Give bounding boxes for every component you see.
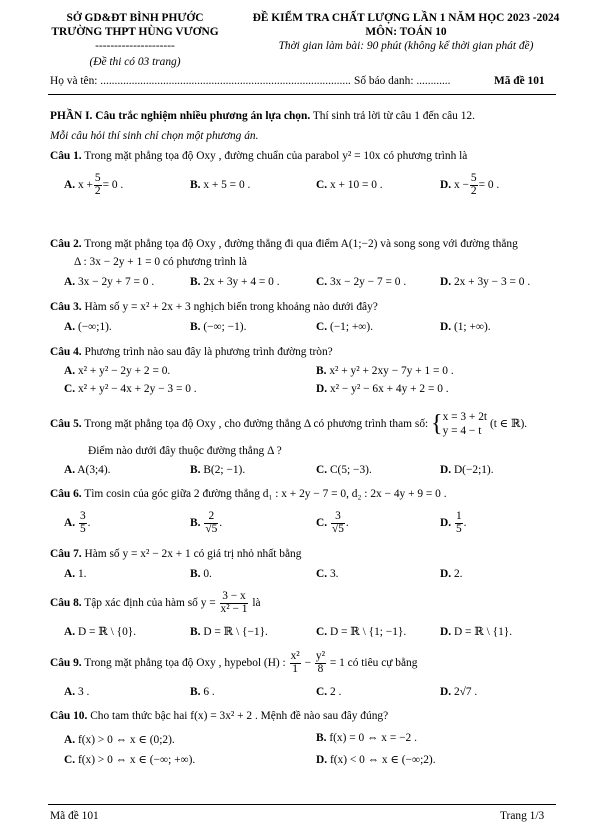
q3-option-b: B. (−∞; −1).	[190, 321, 247, 333]
q1-option-a: A. x + $\frac{5}{2}$ = 0 .	[64, 172, 124, 197]
part-note: Mỗi câu hỏi thí sinh chỉ chọn một phương án.	[50, 130, 259, 142]
q7-option-b: B. 0.	[190, 568, 212, 580]
q5-option-d: D. D(−2;1).	[440, 464, 494, 476]
q2-text-cont: Δ : 3x − 2y + 1 = 0 có phương trình là	[74, 256, 247, 268]
subject: MÔN: TOÁN 10	[365, 26, 447, 38]
q1-option-c: C. x + 10 = 0 .	[316, 179, 383, 191]
q8-option-c: C. D = ℝ \ {1; −1}.	[316, 626, 407, 638]
parametric-system: x = 3 + 2t y = 4 − t	[442, 411, 488, 438]
part-heading	[50, 110, 475, 122]
q9-option-a: A. 3 .	[64, 686, 90, 698]
question-8: Câu 8. Tập xác định của hàm số y = $\frac{3 - x}{\text{x² − 1}}$ là	[50, 590, 261, 615]
question-10: Câu 10. Cho tam thức bậc hai f(x) = 3x² + 2 . Mệnh đề nào sau đây đúng?	[50, 710, 389, 722]
system-brace: {	[431, 411, 443, 438]
exam-code: Mã đề 101	[494, 75, 545, 87]
q10-option-b: B. f(x) = 0 ⇔ x = −2 .	[316, 732, 417, 744]
footer-code: Mã đề 101	[50, 810, 99, 822]
question-9: Câu 9. Trong mặt phẳng tọa độ Oxy , hypebol (H) : $\frac{\text{x²}}{1}$ − $\frac{\text{y²}}{8}$ = 1 có tiêu cự bằng	[50, 650, 418, 675]
q10-option-a: A. f(x) > 0 ⇔ x ∈ (0;2).	[64, 734, 175, 746]
q3-option-d: D. (1; +∞).	[440, 321, 491, 333]
q5-option-a: A. A(3;4).	[64, 464, 111, 476]
q1-text: Trong mặt phẳng tọa độ Oxy , đường chuẩn của parabol y² = 10x có phương trình là	[81, 150, 468, 162]
q8-option-a: A. D = ℝ \ {0}.	[64, 626, 137, 638]
q1-option-d: D. x − $\frac{5}{2}$ = 0 .	[440, 172, 500, 197]
q3-option-a: A. (−∞;1).	[64, 321, 112, 333]
q2-option-d: D. 2x + 3y − 3 = 0 .	[440, 276, 531, 288]
q3-option-c: C. (−1; +∞).	[316, 321, 374, 333]
header-dashes: ---------------------	[95, 40, 175, 52]
q7-option-a: A. 1.	[64, 568, 87, 580]
time-note: Thời gian làm bài: 90 phút (không kể thời gian phát đề)	[278, 40, 534, 52]
q9-option-c: C. 2 .	[316, 686, 342, 698]
q6-option-b: B. $\frac{2}{√5}$ .	[190, 510, 223, 535]
q9-option-b: B. 6 .	[190, 686, 215, 698]
q7-option-d: D. 2.	[440, 568, 463, 580]
q4-option-c: C. x² + y² − 4x + 2y − 3 = 0 .	[64, 383, 197, 395]
q6-option-a: A. $\frac{3}{5}$ .	[64, 510, 91, 535]
q5-option-c: C. C(5; −3).	[316, 464, 372, 476]
question-2: Câu 2. Trong mặt phẳng tọa độ Oxy , đường thẳng đi qua điểm A(1;−2) và song song với đường thẳng	[50, 238, 518, 250]
q5-text-cont: Điểm nào dưới đây thuộc đường thẳng Δ ?	[88, 445, 282, 457]
exam-title: ĐỀ KIỂM TRA CHẤT LƯỢNG LẦN 1 NĂM HỌC 2023 -2024	[252, 12, 560, 24]
header-rule	[48, 94, 556, 95]
q2-option-b: B. 2x + 3y + 4 = 0 .	[190, 276, 280, 288]
question-7: Câu 7. Hàm số y = x² − 2x + 1 có giá trị nhỏ nhất bằng	[50, 548, 302, 560]
name-field: Họ và tên: ........................................................................................	[50, 75, 351, 87]
q4-option-b: B. x² + y² + 2xy − 7y + 1 = 0 .	[316, 365, 454, 377]
q6-option-d: D. $\frac{1}{5}$ .	[440, 510, 467, 535]
id-field: Số báo danh: ............	[354, 75, 451, 87]
part-title: PHẦN I. Câu trắc nghiệm nhiều phương án lựa chọn.	[50, 110, 311, 122]
pages-note: (Đề thi có 03 trang)	[89, 56, 181, 68]
q5-option-b: B. B(2; −1).	[190, 464, 246, 476]
question-3: Câu 3. Hàm số y = x² + 2x + 3 nghịch biến trong khoảng nào dưới đây?	[50, 301, 378, 313]
q4-option-d: D. x² − y² − 6x + 4y + 2 = 0 .	[316, 383, 449, 395]
department-name: SỞ GD&ĐT BÌNH PHƯỚC	[66, 12, 204, 24]
q1-option-b: B. x + 5 = 0 .	[190, 179, 251, 191]
footer-rule	[48, 804, 556, 805]
q1-label: Câu 1.	[50, 150, 82, 162]
q6-option-c: C. $\frac{3}{√5}$ .	[316, 510, 349, 535]
q2-option-a: A. 3x − 2y + 7 = 0 .	[64, 276, 155, 288]
q10-option-c: C. f(x) > 0 ⇔ x ∈ (−∞; +∞).	[64, 754, 196, 766]
question-1	[50, 150, 467, 162]
question-4: Câu 4. Phương trình nào sau đây là phương trình đường tròn?	[50, 346, 333, 358]
q4-option-a: A. x² + y² − 2y + 2 = 0.	[64, 365, 171, 377]
q2-option-c: C. 3x − 2y − 7 = 0 .	[316, 276, 407, 288]
school-name: TRƯỜNG THPT HÙNG VƯƠNG	[51, 26, 219, 38]
q9-option-d: D. 2√7 .	[440, 686, 478, 698]
q8-option-b: B. D = ℝ \ {−1}.	[190, 626, 268, 638]
q10-option-d: D. f(x) < 0 ⇔ x ∈ (−∞;2).	[316, 754, 436, 766]
q7-option-c: C. 3.	[316, 568, 339, 580]
page-number: Trang 1/3	[500, 810, 545, 822]
q8-option-d: D. D = ℝ \ {1}.	[440, 626, 513, 638]
question-6: Câu 6. Tìm cosin của góc giữa 2 đường thẳng d₁ : x + 2y − 7 = 0, d₂ : 2x − 4y + 9 = 0 .	[50, 488, 447, 500]
question-5: Câu 5. Trong mặt phẳng tọa độ Oxy , cho đường thẳng Δ có phương trình tham số: { x = 3 + 2t y = 4 − t (t ∈ ℝ).	[50, 411, 528, 438]
part-instruction: Thí sinh trả lời từ câu 1 đến câu 12.	[310, 110, 475, 122]
